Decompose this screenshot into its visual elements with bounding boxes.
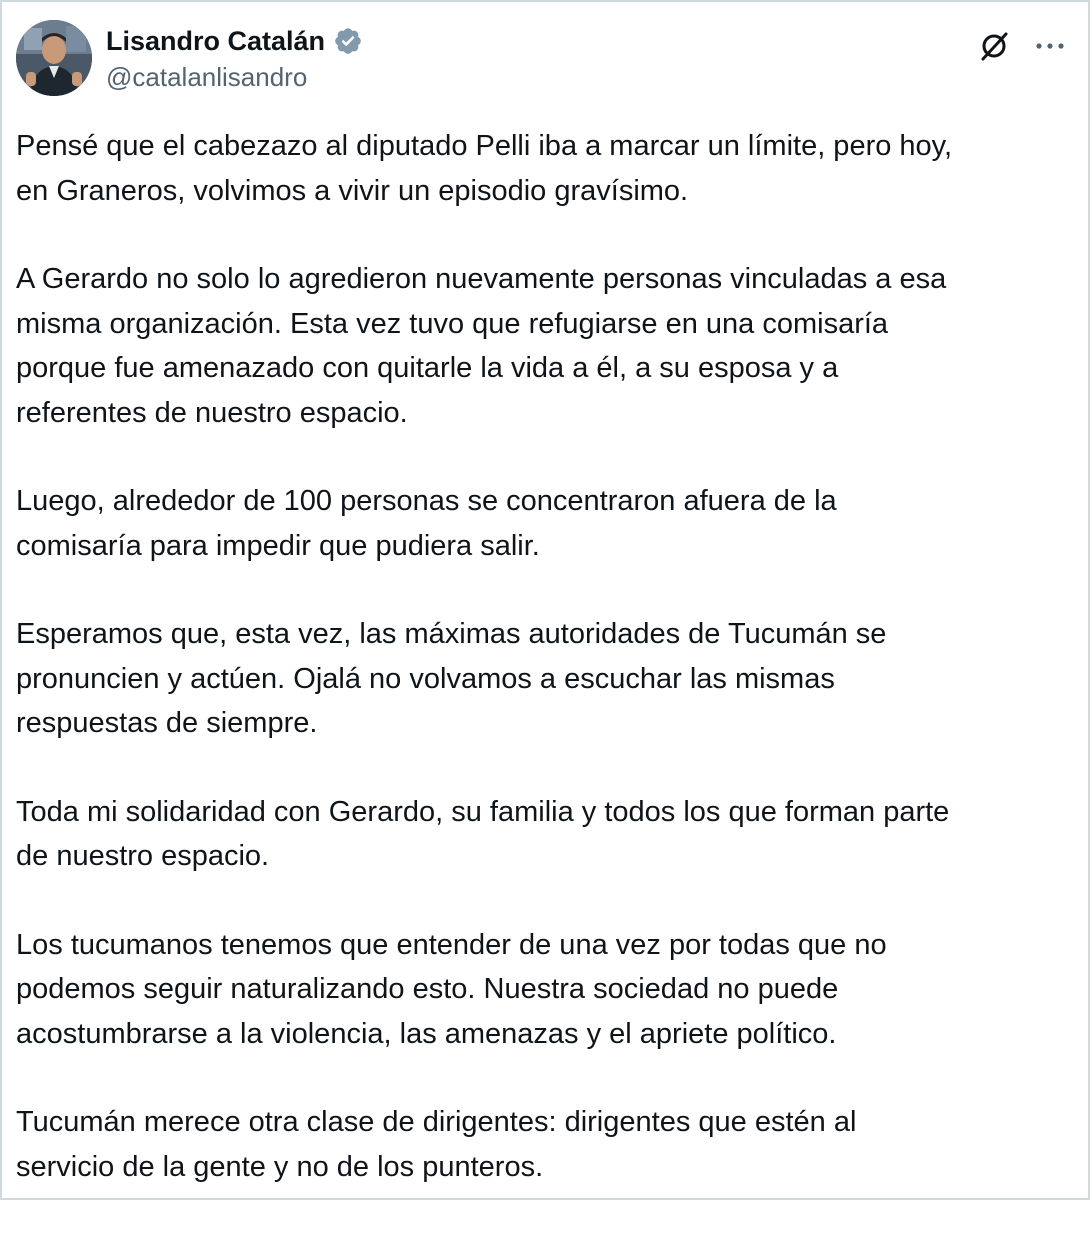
tweet-paragraph: Esperamos que, esta vez, las máximas autoridades de Tucumán se pronuncien y actúen. Ojalá no volvamos a escuchar las mismas respuestas de siempre. <box>16 618 887 739</box>
more-dots-icon[interactable] <box>1032 28 1068 64</box>
avatar[interactable] <box>16 20 92 96</box>
verified-badge-icon[interactable] <box>333 26 363 56</box>
tweet-paragraph: Luego, alrededor de 100 personas se concentraron afuera de la comisaría para impedir que pudiera salir. <box>16 485 837 562</box>
tweet-header <box>16 20 1068 100</box>
tweet-paragraph: Pensé que el cabezazo al diputado Pelli iba a marcar un límite, pero hoy, en Graneros, volvimos a vivir un episodio gravísimo. <box>16 130 953 207</box>
author-block <box>106 22 363 93</box>
tweet-paragraph: Los tucumanos tenemos que entender de una vez por todas que no podemos seguir naturalizando esto. Nuestra sociedad no puede acostumbrarse a la violencia, las amenazas y el apriete político. <box>16 928 887 1050</box>
author-name[interactable]: Lisandro Catalán <box>106 25 326 56</box>
tweet-paragraph: Tucumán merece otra clase de dirigentes: dirigentes que estén al servicio de la gente y no de los punteros. <box>16 1106 857 1183</box>
author-handle[interactable]: @catalanlisandro <box>106 62 308 92</box>
name-row <box>106 22 363 60</box>
grok-slash-icon[interactable] <box>976 28 1012 64</box>
header-actions <box>976 28 1068 64</box>
tweet-paragraph: A Gerardo no solo lo agredieron nuevamente personas vinculadas a esa misma organización. Esta vez tuvo que refugiarse en una comisaría porque fue amenazado con quitarle la vida a él, a su esposa y a referentes de nuestro espacio. <box>16 263 947 429</box>
person-avatar-icon <box>16 20 92 96</box>
tweet-paragraph: Toda mi solidaridad con Gerardo, su familia y todos los que forman parte de nuestro espacio. <box>16 795 950 872</box>
tweet-text <box>16 124 1076 1233</box>
